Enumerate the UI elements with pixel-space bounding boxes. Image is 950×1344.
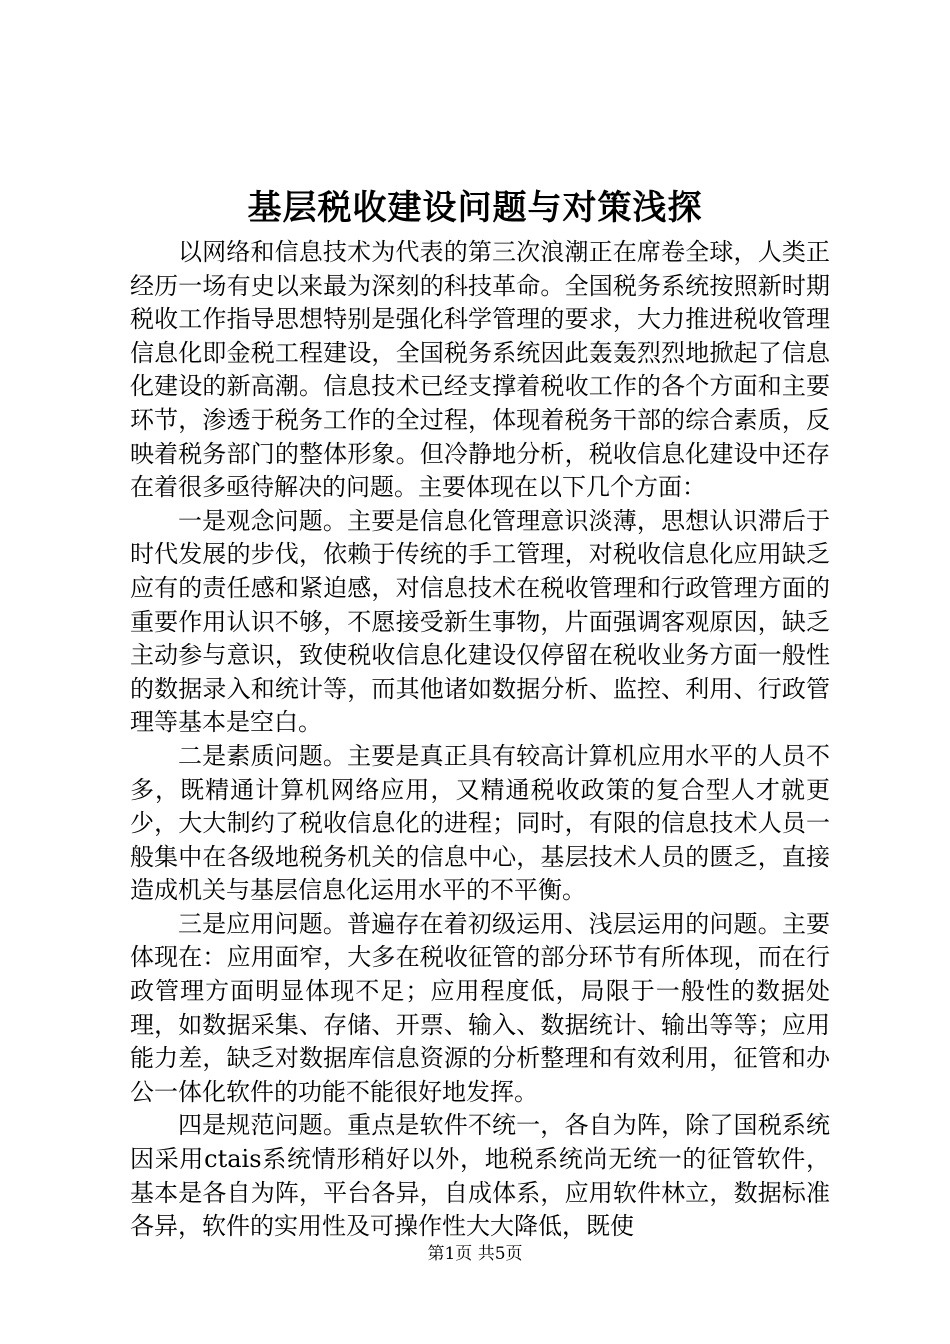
paragraph-standard-issue: 四是规范问题。重点是软件不统一，各自为阵，除了国税系统因采用ctais系统情形稍好以外，地税系统尚无统一的征管软件，基本是各自为阵，平台各异，自成体系，应用软件林立，数据标准各异，软件的实用性及可操作性大大降低，既使	[130, 1111, 830, 1241]
paragraph-quality-issue: 二是素质问题。主要是真正具有较高计算机应用水平的人员不多，既精通计算机网络应用，又精通税收政策的复合型人才就更少，大大制约了税收信息化的进程；同时，有限的信息技术人员一般集中在各级地税务机关的信息中心，基层技术人员的匮乏，直接造成机关与基层信息化运用水平的不平衡。	[130, 741, 830, 905]
paragraph-concept-issue: 一是观念问题。主要是信息化管理意识淡薄，思想认识滞后于时代发展的步伐，依赖于传统的手工管理，对税收信息化应用缺乏应有的责任感和紧迫感，对信息技术在税收管理和行政管理方面的重要作用认识不够，不愿接受新生事物，片面强调客观原因，缺乏主动参与意识，致使税收信息化建设仅停留在税收业务方面一般性的数据录入和统计等，而其他诸如数据分析、监控、利用、行政管理等基本是空白。	[130, 506, 830, 737]
document-body	[130, 236, 830, 1244]
paragraph-application-issue: 三是应用问题。普遍存在着初级运用、浅层运用的问题。主要体现在：应用面窄，大多在税收征管的部分环节有所体现，而在行政管理方面明显体现不足；应用程度低，局限于一般性的数据处理，如数据采集、存储、开票、输入、数据统计、输出等等；应用能力差，缺乏对数据库信息资源的分析整理和有效利用，征管和办公一体化软件的功能不能很好地发挥。	[130, 909, 830, 1106]
page-footer: 第1页 共5页	[427, 1244, 523, 1264]
paragraph-intro: 以网络和信息技术为代表的第三次浪潮正在席卷全球，人类正经历一场有史以来最为深刻的科技革命。全国税务系统按照新时期税收工作指导思想特别是强化科学管理的要求，大力推进税收管理信息化即金税工程建设，全国税务系统因此轰轰烈烈地掀起了信息化建设的新高潮。信息技术已经支撑着税收工作的各个方面和主要环节，渗透于税务工作的全过程，体现着税务干部的综合素质，反映着税务部门的整体形象。但冷静地分析，税收信息化建设中还存在着很多亟待解决的问题。主要体现在以下几个方面：	[130, 238, 830, 502]
document-title: 基层税收建设问题与对策浅探	[247, 188, 703, 228]
